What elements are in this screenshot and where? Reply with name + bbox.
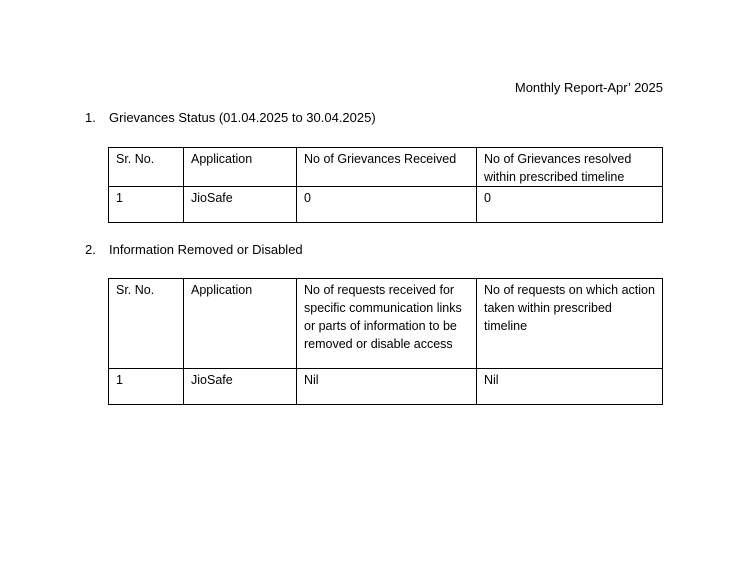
cell-application: JioSafe [184,369,297,405]
section-2-heading [85,242,303,257]
cell-received: 0 [297,187,477,223]
information-removed-table [108,278,663,405]
table-row [109,369,663,405]
header-cell-application: Application [184,279,297,369]
header-cell-resolved: No of Grievances resolved within prescribed timeline [477,148,663,187]
section-1-heading [85,110,376,125]
table-row [109,187,663,223]
cell-requests-received: Nil [297,369,477,405]
section-title: Grievances Status (01.04.2025 to 30.04.2025) [109,110,376,125]
header-cell-application: Application [184,148,297,187]
report-title: Monthly Report-Apr’ 2025 [514,80,663,95]
cell-resolved: 0 [477,187,663,223]
cell-sr-no: 1 [109,187,184,223]
header-cell-sr-no: Sr. No. [109,148,184,187]
section-number: 2. [85,242,96,257]
table-header-row [109,279,663,369]
cell-action-taken: Nil [477,369,663,405]
cell-sr-no: 1 [109,369,184,405]
header-cell-received: No of Grievances Received [297,148,477,187]
section-title: Information Removed or Disabled [109,242,303,257]
cell-application: JioSafe [184,187,297,223]
header-cell-action-taken: No of requests on which action taken within prescribed timeline [477,279,663,369]
grievances-status-table [108,147,663,223]
section-number: 1. [85,110,96,125]
header-cell-requests-received: No of requests received for specific communication links or parts of information to be removed or disable access [297,279,477,369]
header-cell-sr-no: Sr. No. [109,279,184,369]
table-header-row [109,148,663,187]
